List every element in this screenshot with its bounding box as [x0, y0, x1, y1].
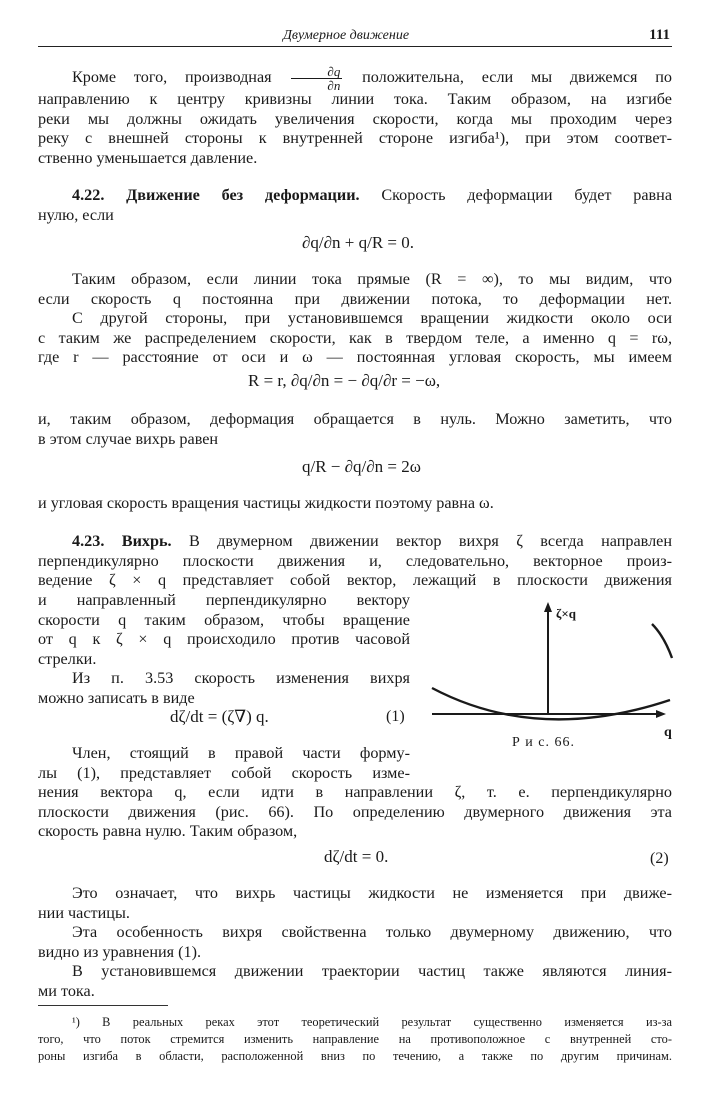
footnote-line: ¹) В реальных реках этот теоретический результат существенно изменяется из-за	[72, 1015, 672, 1029]
fraction-numerator: ∂q	[291, 65, 342, 79]
rotation-arc	[652, 624, 672, 658]
page-number: 111	[649, 27, 670, 43]
text-line: скорость равна нулю. Таким образом,	[38, 822, 298, 841]
text-line: если скорость q постоянна при движении потока, то деформации нет.	[38, 289, 672, 308]
paragraph-no-deformation	[38, 270, 672, 368]
text-line: лы (1), представляет собой скорость изме-	[38, 763, 410, 782]
fraction-dq-dn	[291, 65, 342, 92]
equation-1: ∂q/∂n + q/R = 0.	[302, 233, 415, 252]
text-line: В установившемся движении траектории частиц также являются линия-	[72, 962, 672, 981]
page	[38, 0, 672, 1105]
text-line: Таким образом, если линии тока прямые (R = ∞), то мы видим, что	[72, 270, 672, 288]
paragraph-vortex-equals	[38, 410, 672, 449]
text-line: с таким же распределением скорости, как в твердом теле, а именно q = rω,	[38, 328, 672, 347]
section-4-23	[38, 532, 672, 591]
figure-66	[428, 596, 678, 756]
footnote-line: роны изгиба в области, расположенной вниз по течению, а также по другим причинам.	[38, 1049, 672, 1063]
paragraph-angular-velocity	[38, 494, 672, 514]
section-heading: 4.22. Движение без деформации.	[72, 186, 360, 204]
text-line: можно записать в виде	[38, 688, 195, 707]
section-heading: 4.23. Вихрь.	[72, 532, 172, 550]
text-span: положительна, если мы движемся по	[362, 68, 673, 86]
text-line: стрелки.	[38, 649, 97, 668]
paragraph-term	[38, 744, 410, 783]
fraction-denominator: ∂n	[327, 77, 341, 93]
text-line: реку с внешней стороны к внутренней стороне изгиба¹), при этом соответ-	[38, 129, 672, 148]
text-line	[38, 186, 672, 206]
text-span: Кроме того, производная	[72, 68, 272, 86]
text-line: плоскости движения (рис. 66). По определению двумерного движения эта	[38, 802, 672, 821]
equation-number: (2)	[650, 850, 669, 867]
equation-4: dζ/dt = (ζ∇) q.	[170, 707, 269, 726]
q-arrowhead	[656, 710, 666, 718]
text-line: видно из уравнения (1).	[38, 942, 202, 961]
text-line: направлению к центру кривизны линии тока. Таким образом, на изгибе	[38, 90, 672, 108]
text-line: в этом случае вихрь равен	[38, 429, 219, 448]
equation-5: dζ/dt = 0.	[324, 847, 389, 866]
text-line: Эта особенность вихря свойственна только двумерному движению, что	[72, 923, 672, 942]
text-line: перпендикулярно плоскости движения и, следовательно, векторное произ-	[38, 551, 672, 570]
text-line: ственно уменьшается давление.	[38, 148, 258, 167]
footnote-line: того, что поток стремится изменить направление на противоположное с внутренней сто-	[38, 1032, 672, 1046]
footnote-rule	[38, 1005, 168, 1006]
text-line: и угловая скорость вращения частицы жидкости поэтому равна ω.	[38, 494, 494, 512]
text-line: нулю, если	[38, 205, 114, 224]
text-line: реки мы должны ожидать увеличения скорости, когда мы проходим через	[38, 109, 672, 128]
label-q: q	[664, 725, 672, 740]
text-line	[38, 63, 673, 93]
text-span: Скорость деформации будет равна	[381, 186, 673, 204]
paragraph-rotation	[38, 591, 410, 709]
text-line: от q к ζ × q происходило против часовой	[38, 630, 410, 649]
text-span: В двумерном движении вектор вихря ζ всегда направлен	[188, 532, 672, 550]
text-line: нии частицы.	[38, 903, 130, 922]
paragraph-term-cont	[38, 783, 672, 842]
running-title: Двумерное движение	[283, 28, 410, 43]
equation-number: (1)	[386, 708, 405, 725]
text-line	[38, 532, 672, 552]
section-4-22	[38, 186, 672, 225]
running-header	[38, 26, 672, 47]
equation-2: R = r, ∂q/∂n = − ∂q/∂r = −ω,	[248, 371, 441, 390]
text-line: ми тока.	[38, 981, 95, 1000]
text-line: и, таким образом, деформация обращается в нуль. Можно заметить, что	[38, 410, 672, 428]
label-zeta-cross-q: ζ×q	[556, 606, 577, 621]
equation-3: q/R − ∂q/∂n = 2ω	[302, 457, 421, 476]
text-line: скорости q таким образом, чтобы вращение	[38, 610, 410, 629]
text-line: где r — расстояние от оси и ω — постоянная угловая скорость, мы имеем	[38, 348, 672, 367]
footnote	[38, 1014, 672, 1065]
text-line: и направленный перпендикулярно вектору	[38, 591, 410, 609]
text-line: Член, стоящий в правой части форму-	[72, 744, 410, 762]
paragraph-curvature	[38, 64, 672, 168]
figure-caption: Р и с. 66.	[512, 735, 575, 750]
zeta-arrowhead	[544, 602, 552, 612]
text-line: Из п. 3.53 скорость изменения вихря	[72, 669, 410, 688]
text-line: С другой стороны, при установившемся вращении жидкости около оси	[72, 309, 672, 328]
text-line: нения вектора q, если идти в направлении ζ, т. е. перпендикулярно	[38, 783, 672, 801]
paragraph-conclusion	[38, 884, 672, 1002]
text-line: ведение ζ × q представляет собой вектор, лежащий в плоскости движения	[38, 571, 672, 590]
text-line: Это означает, что вихрь частицы жидкости не изменяется при движе-	[72, 884, 672, 902]
